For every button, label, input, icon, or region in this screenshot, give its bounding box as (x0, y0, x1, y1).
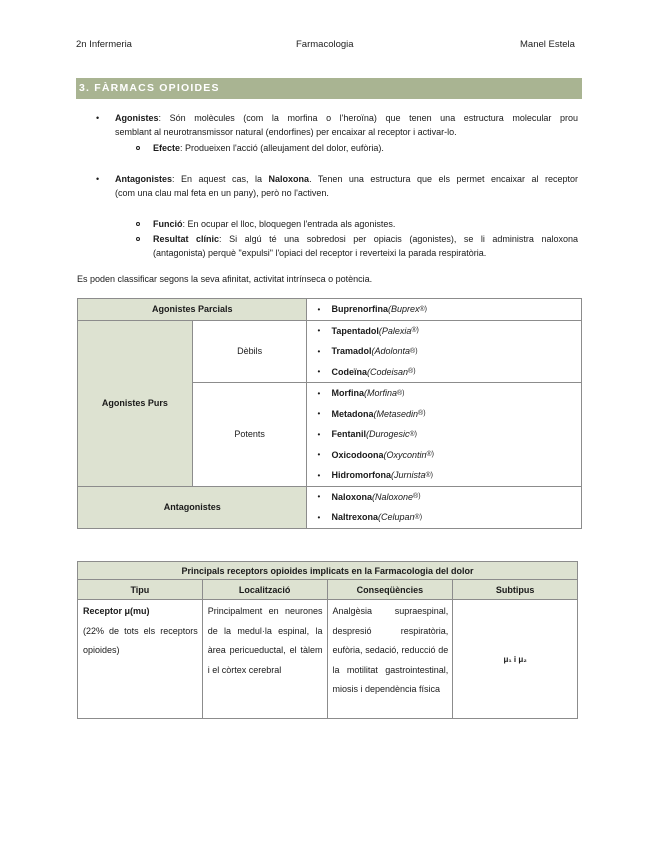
drug-name: Buprenorfina (331, 304, 388, 315)
drug-name: Fentanil (331, 429, 366, 440)
table-row (78, 562, 578, 580)
bullet-dot: • (317, 450, 321, 460)
antagonistes-result-line2: (antagonista) perquè "expulsi" l'opiaci del receptor i reverteixi la parada respiratòria. (153, 248, 487, 258)
agonistes-line1: Agonistes: Són molècules (com la morfina o l'heroïna) que tenen una estructura molecular prou (115, 113, 578, 123)
bullet-dot: • (317, 388, 321, 398)
registered-mark: ®) (410, 347, 418, 355)
potents-cell (307, 383, 582, 487)
bullet-dot: • (317, 304, 321, 314)
drug-list-item (317, 404, 581, 425)
drug-list-item (317, 383, 581, 404)
table-row (78, 299, 582, 321)
drug-brand: (Codeisan (367, 366, 409, 377)
cell-subtipus: μ₁ i μ₂ (453, 600, 578, 719)
drug-list-item (317, 341, 581, 362)
drug-list-item (317, 507, 581, 528)
drug-list-item (317, 487, 581, 508)
antagonistes-line1: Antagonistes: En aquest cas, la Naloxona. Tenen una estructura que els permet encaixar al receptor (115, 174, 578, 184)
bullet-dot: • (317, 512, 321, 522)
col-header-subtipus: Subtipus (453, 580, 578, 600)
header-subject: Farmacologia (296, 39, 354, 50)
sub-bullet (136, 222, 140, 226)
drug-brand: (Adolonta (371, 346, 411, 357)
drug-brand: (Celupan (378, 512, 415, 523)
drug-list-item (317, 445, 581, 466)
registered-mark: ®) (408, 368, 416, 376)
drug-name: Tapentadol (331, 325, 379, 336)
cell-consequencies: Analgèsia supraespinal, despresió respiratòria, eufòria, sedació, reducció de la motilitat gastrointestinal, miosis i dependència física (327, 600, 453, 719)
drug-brand: (Jurnista (390, 470, 426, 481)
bullet-dot: • (317, 429, 321, 439)
drug-brand: (Metasedin (373, 408, 419, 419)
opioid-classification-table (77, 298, 582, 529)
partials-cell (307, 299, 582, 321)
bullet-dot: • (317, 346, 321, 356)
drug-name: Metadona (331, 408, 374, 419)
drug-brand: (Oxycontin (383, 449, 427, 460)
receptors-table-caption: Principals receptors opioides implicats en la Farmacologia del dolor (78, 562, 578, 580)
opioid-receptors-table (77, 561, 578, 719)
debils-cell (307, 320, 582, 383)
drug-brand: (Palexia (378, 325, 412, 336)
row-label-antagonists: Antagonistes (78, 486, 307, 528)
drug-name: Hidromorfona (331, 470, 391, 481)
sub-label-debils: Dèbils (192, 320, 307, 383)
registered-mark: ®) (409, 430, 418, 438)
bullet-dot: • (96, 113, 100, 123)
antagonists-cell (307, 486, 582, 528)
bullet-dot: • (317, 409, 321, 419)
table-row (78, 320, 582, 383)
col-header-consequencies: Conseqüències (327, 580, 453, 600)
drug-name: Naloxona (331, 491, 372, 502)
table-row (78, 486, 582, 528)
registered-mark: ®) (411, 327, 419, 335)
drug-list-item (317, 465, 581, 486)
header-course: 2n Infermeria (76, 39, 132, 50)
registered-mark: ®) (397, 389, 405, 397)
sub-bullet (136, 237, 140, 241)
section-title: 3. FÀRMACS OPIOIDES (76, 78, 582, 99)
drug-name: Oxicodoona (331, 449, 384, 460)
registered-mark: ®) (413, 493, 421, 501)
row-label-purs: Agonistes Purs (78, 320, 193, 486)
drug-brand: (Buprex (388, 304, 420, 315)
bullet-dot: • (317, 367, 321, 377)
col-header-tipu: Tipu (78, 580, 203, 600)
antagonistes-line2: (com una clau mal feta en un pany), però no l'activen. (115, 188, 329, 198)
sub-bullet (136, 146, 140, 150)
drug-name: Morfina (331, 388, 364, 399)
bullet-dot: • (317, 492, 321, 502)
drug-list-item (317, 299, 581, 320)
cell-tipu: Receptor μ(mu) (22% de tots els receptors opioides) (78, 600, 203, 719)
header-author: Manel Estela (520, 39, 575, 50)
registered-mark: ®) (419, 305, 428, 313)
agonistes-line2: semblant al neurotransmissor natural (endorfines) per encaixar al receptor i activar-lo. (115, 127, 457, 137)
antagonistes-result-line1: Resultat clínic: Si algú té una sobredosi per opiacis (agonistes), se li administra naloxona (153, 234, 578, 244)
classification-text: Es poden classificar segons la seva afinitat, activitat intrínseca o potència. (77, 274, 373, 284)
drug-brand: (Morfina (363, 388, 397, 399)
antagonistes-function: Funció: En ocupar el lloc, bloquegen l'entrada als agonistes. (153, 219, 396, 229)
drug-list-item (317, 321, 581, 342)
bullet-dot: • (317, 470, 321, 480)
row-label-partials: Agonistes Parcials (78, 299, 307, 321)
drug-brand: (Naloxone (372, 491, 414, 502)
bullet-dot: • (317, 326, 321, 336)
drug-brand: (Durogesic (366, 429, 410, 440)
drug-list-item (317, 424, 581, 445)
registered-mark: ®) (425, 471, 433, 479)
agonistes-effect: Efecte: Produeixen l'acció (alleujament del dolor, eufòria). (153, 143, 384, 153)
bullet-dot: • (96, 174, 100, 184)
cell-localitzacio: Principalment en neurones de la medul·la espinal, la àrea pericueductal, el tàlem i el còrtex cerebral (202, 600, 327, 719)
sub-label-potents: Potents (192, 383, 307, 487)
table-header-row (78, 580, 578, 600)
registered-mark: ®) (414, 513, 423, 521)
registered-mark: ®) (418, 410, 426, 418)
drug-name: Codeïna (331, 366, 367, 377)
drug-name: Naltrexona (331, 512, 379, 523)
registered-mark: ®) (426, 451, 435, 459)
table-row (78, 600, 578, 719)
drug-list-item (317, 362, 581, 383)
drug-name: Tramadol (331, 346, 372, 357)
col-header-localitzacio: Localització (202, 580, 327, 600)
